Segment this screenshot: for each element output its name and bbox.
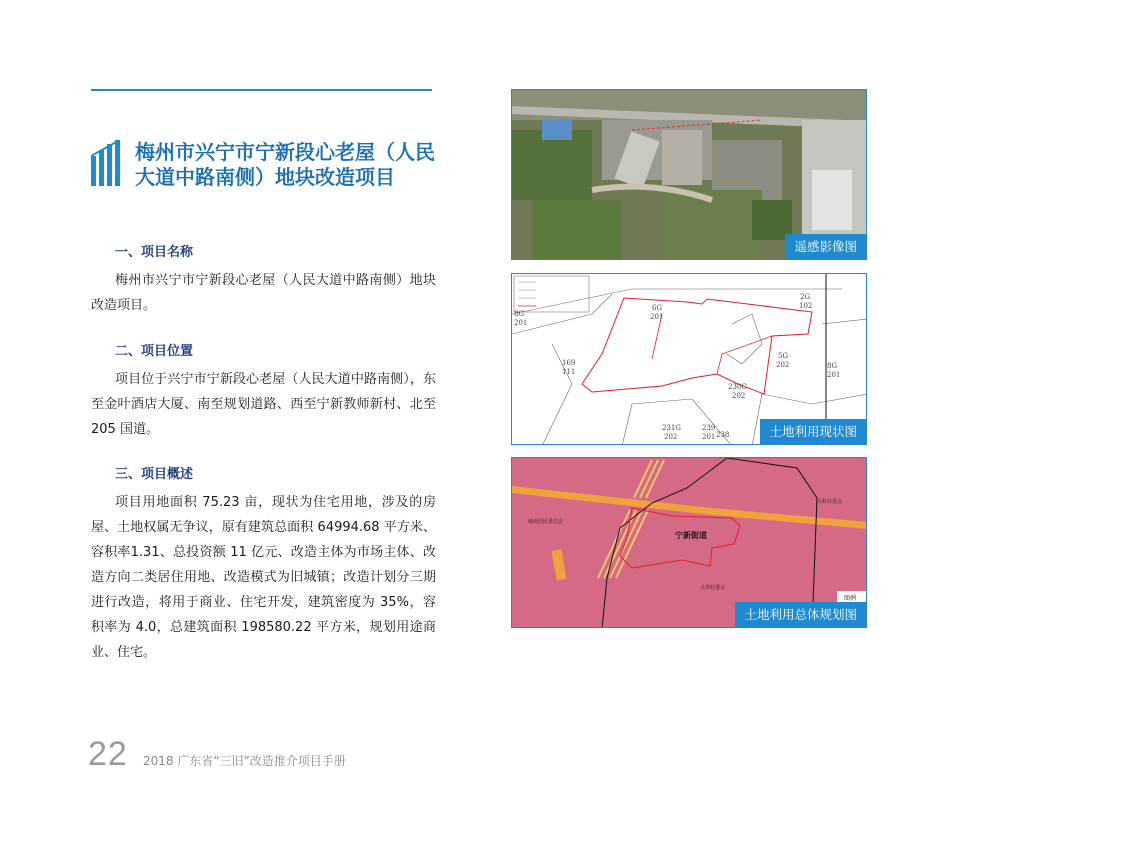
parcel-code: 231G xyxy=(662,424,681,432)
building-icon xyxy=(91,140,127,186)
parcel-code: 8G xyxy=(514,310,525,318)
parcel-code: 5G xyxy=(778,352,789,360)
section-heading: 二、项目位置 xyxy=(115,344,194,359)
satellite-image-panel xyxy=(511,89,867,260)
footer-title: 2018 广东省“三旧”改造推介项目手册 xyxy=(143,754,346,768)
map-label-ningxin: 宁新街道 xyxy=(675,530,707,540)
parcel-code: 201 xyxy=(702,433,716,441)
map-label-daling: 大岭村委会 xyxy=(817,499,843,505)
parcel-code: 6G xyxy=(652,304,663,312)
section-heading: 一、项目名称 xyxy=(115,245,194,260)
top-rule xyxy=(91,89,432,91)
parcel-code: 201 xyxy=(650,313,664,321)
parcel-code: 202 xyxy=(664,433,678,441)
parcel-code: 8G xyxy=(827,362,838,370)
landuse-plan-panel xyxy=(511,457,867,628)
figure-caption: 土地利用总体规划图 xyxy=(735,602,866,627)
section-overview xyxy=(91,465,436,665)
figure-caption: 土地利用现状图 xyxy=(760,419,866,444)
parcel-code: 239 xyxy=(702,424,716,432)
parcel-code: 169 xyxy=(562,359,576,367)
figure-caption: 遥感影像图 xyxy=(785,234,866,259)
section-body: 项目位于兴宁市宁新段心老屋（人民大道中路南侧），东至金叶酒店大厦、南至规划道路、西至宁新教师新村、北至205 国道。 xyxy=(91,372,436,437)
map-label-chengnan: 城南居民委员会 xyxy=(528,519,564,525)
landuse-map-panel xyxy=(511,273,867,445)
section-heading: 三、项目概述 xyxy=(115,467,194,482)
section-location xyxy=(91,342,436,442)
parcel-code: 238 xyxy=(716,431,730,439)
parcel-code: 202 xyxy=(732,392,746,400)
parcel-code: 201 xyxy=(827,371,841,379)
map-legend-label: 图例 xyxy=(844,595,857,602)
section-name xyxy=(91,243,436,318)
parcel-code: 202 xyxy=(776,361,790,369)
parcel-code: 111 xyxy=(562,368,576,376)
map-label-yiba: 义坝村委会 xyxy=(700,585,726,591)
page-title: 梅州市兴宁市宁新段心老屋（人民大道中路南侧）地块改造项目 xyxy=(135,140,435,189)
parcel-code: 230G xyxy=(728,383,747,391)
parcel-code: 102 xyxy=(799,302,813,310)
section-body: 项目用地面积 75.23 亩，现状为住宅用地，涉及的房屋、土地权属无争议，原有建筑总面积 64994.68 平方米、容积率1.31、总投资额 11 亿元、改造主体为市场主体、改造方向二类居住用地、改造模式为旧城镇；改造计划分三期进行改造，将用于商业、住宅开发，建筑密度为 35%，容积率为 4.0，总建筑面积 198580.22 平方米，规划用途商业、住宅。 xyxy=(91,495,436,660)
parcel-code: 201 xyxy=(514,319,528,327)
page-number: 22 xyxy=(88,735,128,773)
section-body: 梅州市兴宁市宁新段心老屋（人民大道中路南侧）地块改造项目。 xyxy=(91,273,436,313)
parcel-code: 2G xyxy=(800,293,811,301)
